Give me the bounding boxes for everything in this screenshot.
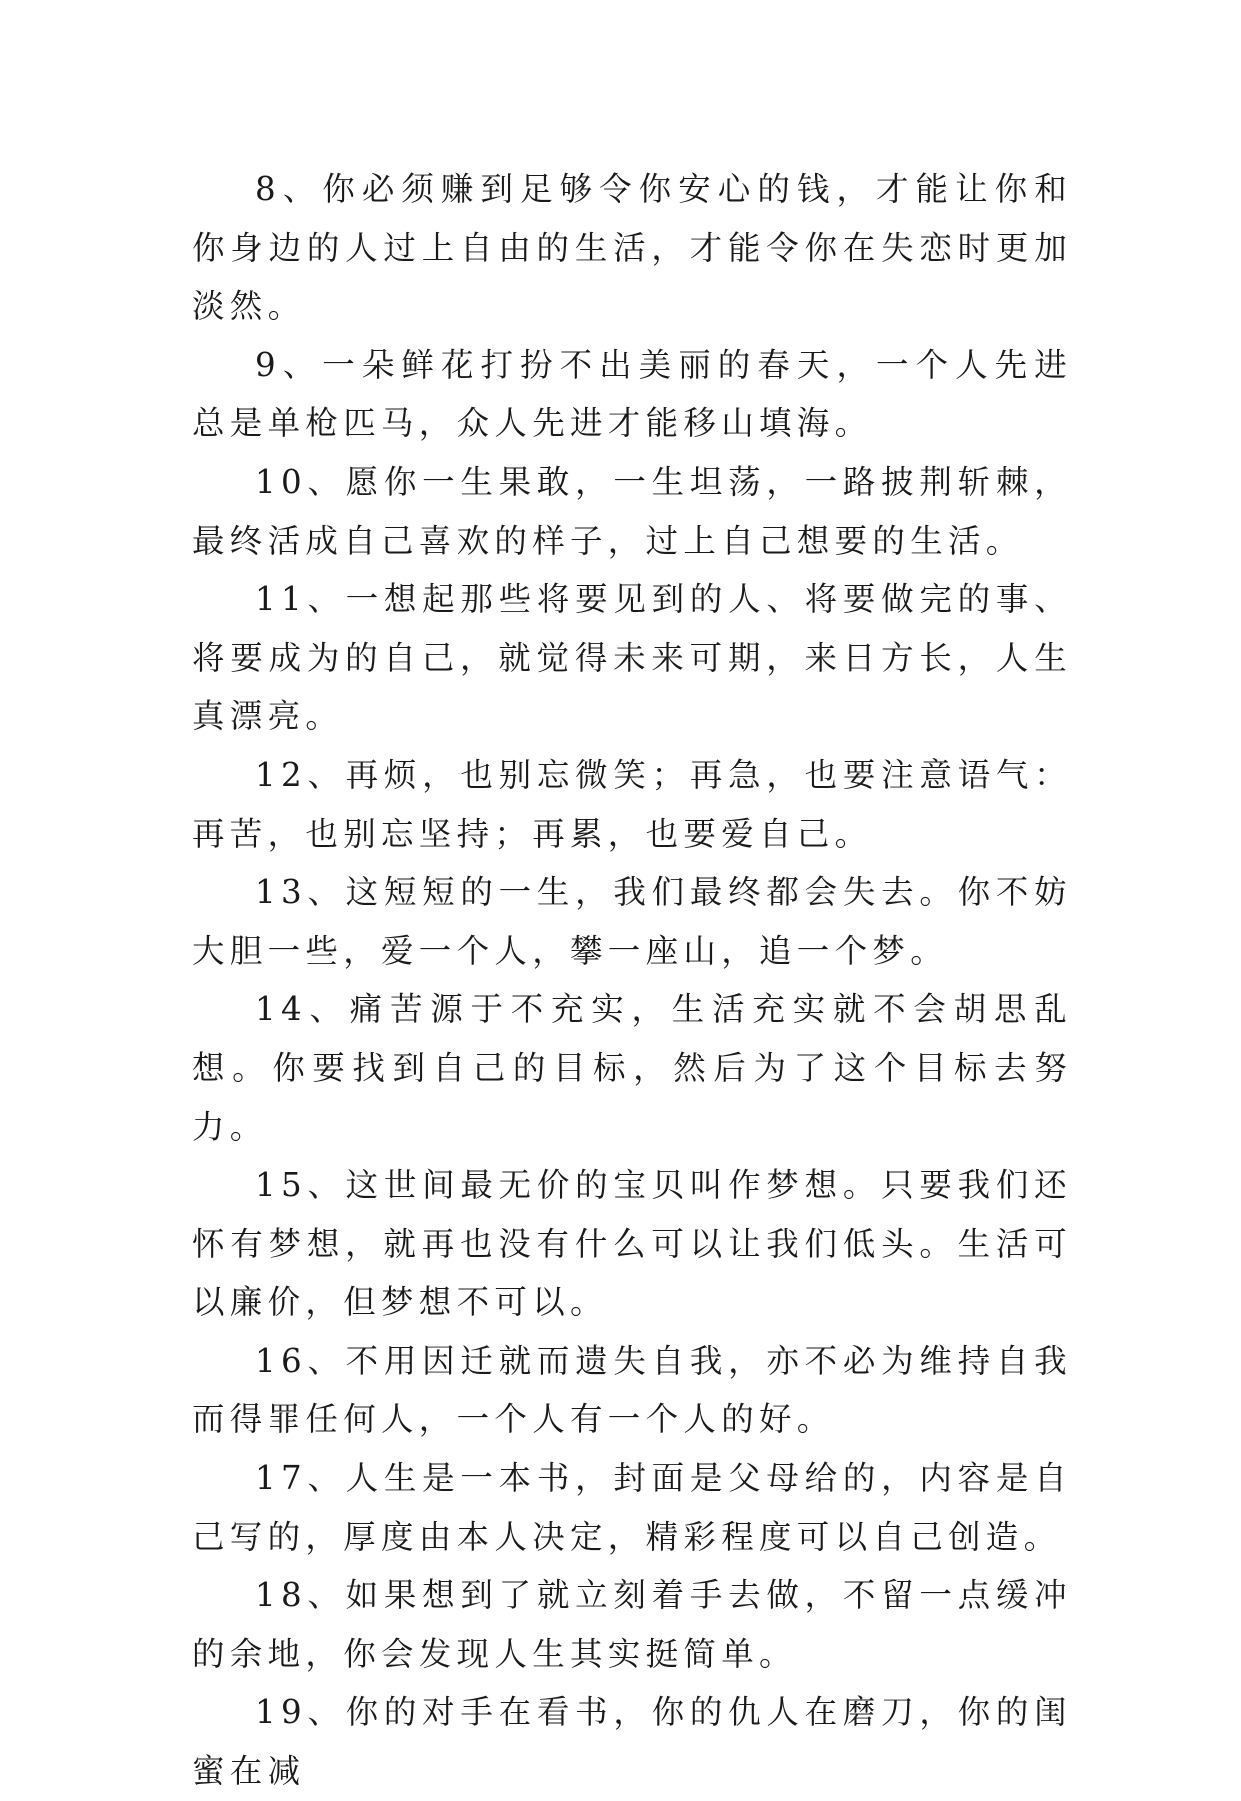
paragraph-15: 15、这世间最无价的宝贝叫作梦想。只要我们还怀有梦想，就再也没有什么可以让我们低头。生活可以廉价，但梦想不可以。 xyxy=(192,1166,1072,1322)
paragraph-10: 10、愿你一生果敢，一生坦荡，一路披荆斩棘，最终活成自己喜欢的样子，过上自己想要的生活。 xyxy=(192,462,1072,560)
document-body xyxy=(192,160,1072,1801)
paragraph-8: 8、你必须赚到足够令你安心的钱，才能让你和你身边的人过上自由的生活，才能令你在失恋时更加淡然。 xyxy=(192,170,1072,326)
paragraph-14: 14、痛苦源于不充实，生活充实就不会胡思乱想。你要找到自己的目标，然后为了这个目标去努力。 xyxy=(192,990,1072,1146)
paragraph-9: 9、一朵鲜花打扮不出美丽的春天，一个人先进总是单枪匹马，众人先进才能移山填海。 xyxy=(192,345,1072,443)
paragraph-19: 19、你的对手在看书，你的仇人在磨刀，你的闺蜜在减 xyxy=(192,1693,1072,1791)
paragraph-18: 18、如果想到了就立刻着手去做，不留一点缓冲的余地，你会发现人生其实挺简单。 xyxy=(192,1576,1072,1673)
paragraph-13: 13、这短短的一生，我们最终都会失去。你不妨大胆一些，爱一个人，攀一座山，追一个梦。 xyxy=(192,873,1072,970)
paragraph-11: 11、一想起那些将要见到的人、将要做完的事、将要成为的自己，就觉得未来可期，来日方长，人生真漂亮。 xyxy=(192,580,1072,736)
paragraph-16: 16、不用因迁就而遗失自我，亦不必为维持自我而得罪任何人，一个人有一个人的好。 xyxy=(192,1341,1072,1439)
paragraph-17: 17、人生是一本书，封面是父母给的，内容是自己写的，厚度由本人决定，精彩程度可以自己创造。 xyxy=(192,1459,1072,1556)
paragraph-12: 12、再烦，也别忘微笑；再急，也要注意语气：再苦，也别忘坚持；再累，也要爱自己。 xyxy=(192,755,1072,853)
